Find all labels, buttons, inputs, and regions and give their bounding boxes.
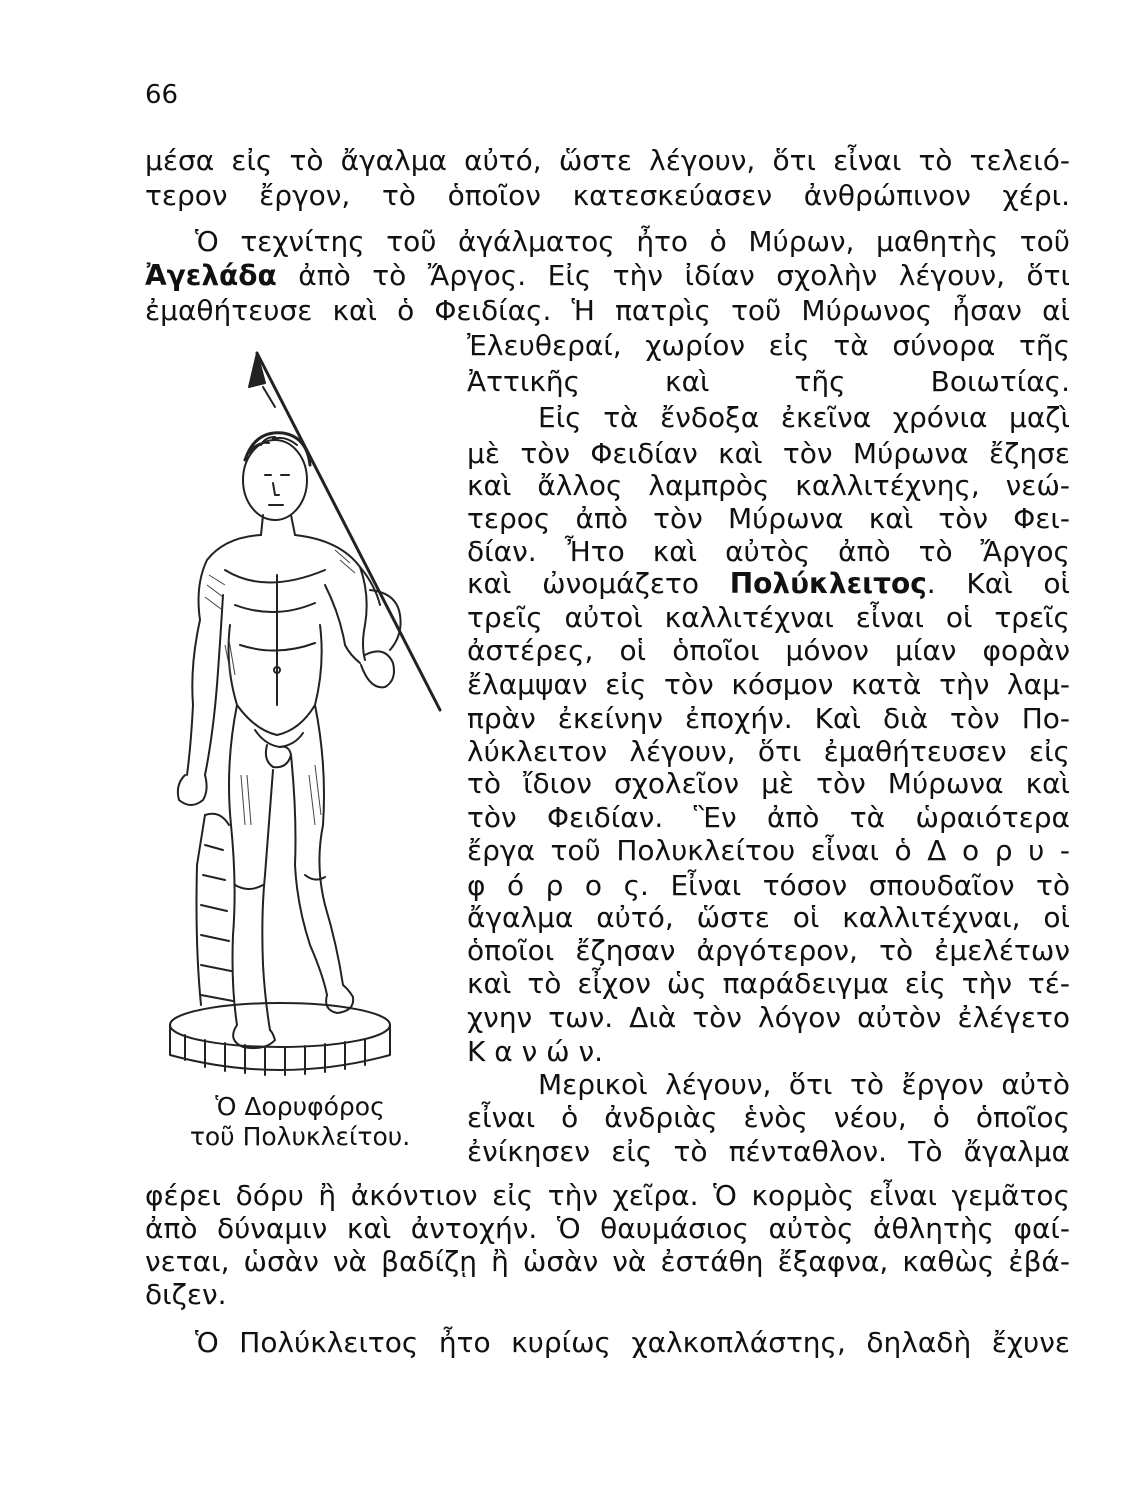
text-line: νεται, ὡσὰν νὰ βαδίζῃ ἢ ὡσὰν νὰ ἐστάθη ἔξαφνα, καθὼς ἐβά- bbox=[145, 1245, 1070, 1278]
text-line: Ἐλευθεραί, χωρίον εἰς τὰ σύνορα τῆς bbox=[467, 329, 1070, 362]
text-line: διζεν. bbox=[145, 1278, 227, 1311]
doryphoros-illustration bbox=[165, 345, 455, 1085]
text-line: τερον ἔργον, τὸ ὁποῖον κατεσκεύασεν ἀνθρώπινον χέρι. bbox=[145, 179, 1070, 212]
figure-caption-subtitle: τοῦ Πολυκλείτου. bbox=[189, 1122, 411, 1151]
statue-drawing bbox=[165, 345, 455, 1085]
text-line: ὁποῖοι ἔζησαν ἀργότερον, τὸ ἐμελέτων bbox=[467, 934, 1070, 967]
text-span: καὶ ὠνομάζετο bbox=[467, 567, 730, 600]
figure-caption-title: Ὁ Δορυφόρος bbox=[215, 1092, 385, 1121]
text-line: μὲ τὸν Φειδίαν καὶ τὸν Μύρωνα ἔζησε bbox=[467, 437, 1070, 470]
text-line: πρὰν ἐκείνην ἐποχήν. Καὶ διὰ τὸν Πο- bbox=[467, 702, 1070, 735]
text-line: ἐνίκησεν εἰς τὸ πένταθλον. Τὸ ἄγαλμα bbox=[467, 1135, 1070, 1168]
text-line: τὸν Φειδίαν. Ἓν ἀπὸ τὰ ὡραιότερα bbox=[467, 801, 1070, 834]
text-line: Εἰς τὰ ἔνδοξα ἐκεῖνα χρόνια μαζὶ bbox=[538, 401, 1070, 434]
text-line: τὸ ἴδιον σχολεῖον μὲ τὸν Μύρωνα καὶ bbox=[467, 767, 1070, 800]
text-line: ἀπὸ δύναμιν καὶ ἀντοχήν. Ὁ θαυμάσιος αὐτὸς ἀθλητὴς φαί- bbox=[145, 1212, 1070, 1245]
text-line bbox=[145, 258, 1070, 294]
text-line: Κ α ν ώ ν. bbox=[467, 1035, 604, 1068]
text-line: Μερικοὶ λέγουν, ὅτι τὸ ἔργον αὐτὸ bbox=[538, 1068, 1070, 1101]
text-line: καὶ ἄλλος λαμπρὸς καλλιτέχνης, νεώ- bbox=[467, 469, 1070, 502]
text-line: δίαν. Ἦτο καὶ αὐτὸς ἀπὸ τὸ Ἄργος bbox=[467, 535, 1070, 568]
text-line: λύκλειτον λέγουν, ὅτι ἐμαθήτευσεν εἰς bbox=[467, 735, 1070, 768]
text-line: ἐμαθήτευσε καὶ ὁ Φειδίας. Ἡ πατρὶς τοῦ Μύρωνος ἦσαν αἱ bbox=[145, 294, 1070, 327]
name-agelada: Ἀγελάδα bbox=[145, 259, 277, 292]
text-line: ἔλαμψαν εἰς τὸν κόσμον κατὰ τὴν λαμ- bbox=[467, 668, 1070, 701]
text-line: τρεῖς αὐτοὶ καλλιτέχναι εἶναι οἱ τρεῖς bbox=[467, 601, 1070, 634]
text-line: ἀστέρες, οἱ ὁποῖοι μόνον μίαν φορὰν bbox=[467, 634, 1070, 667]
text-line: Ὁ Πολύκλειτος ἦτο κυρίως χαλκοπλάστης, δηλαδὴ ἔχυνε bbox=[195, 1326, 1070, 1359]
page-number: 66 bbox=[145, 80, 179, 110]
text-line: φ ό ρ ο ς. Εἶναι τόσον σπουδαῖον τὸ bbox=[467, 869, 1070, 902]
text-line: τερος ἀπὸ τὸν Μύρωνα καὶ τὸν Φει- bbox=[467, 502, 1070, 535]
text-line: μέσα εἰς τὸ ἄγαλμα αὐτό, ὥστε λέγουν, ὅτι εἶναι τὸ τελειό- bbox=[145, 144, 1070, 177]
text-line bbox=[467, 566, 1070, 602]
text-line: Ἀττικῆς καὶ τῆς Βοιωτίας. bbox=[467, 365, 1070, 398]
text-line: καὶ τὸ εἶχον ὡς παράδειγμα εἰς τὴν τέ- bbox=[467, 967, 1070, 1000]
text-line: φέρει δόρυ ἢ ἀκόντιον εἰς τὴν χεῖρα. Ὁ κορμὸς εἶναι γεμᾶτος bbox=[145, 1179, 1070, 1212]
name-polykleitos: Πολύκλειτος bbox=[729, 567, 927, 600]
text-line: ἄγαλμα αὐτό, ὥστε οἱ καλλιτέχναι, οἱ bbox=[467, 901, 1070, 934]
text-line: χνην των. Διὰ τὸν λόγον αὐτὸν ἐλέγετο bbox=[467, 1001, 1070, 1034]
text-line: Ὁ τεχνίτης τοῦ ἀγάλματος ἦτο ὁ Μύρων, μαθητὴς τοῦ bbox=[195, 225, 1070, 258]
text-span: . Καὶ οἱ bbox=[926, 567, 1070, 600]
text-span: ἀπὸ τὸ Ἄργος. Εἰς τὴν ἰδίαν σχολὴν λέγουν, ὅτι bbox=[276, 259, 1070, 292]
text-line: ἔργα τοῦ Πολυκλείτου εἶναι ὁ Δ ο ρ υ - bbox=[467, 834, 1070, 867]
text-line: εἶναι ὁ ἀνδριὰς ἑνὸς νέου, ὁ ὁποῖος bbox=[467, 1101, 1070, 1134]
